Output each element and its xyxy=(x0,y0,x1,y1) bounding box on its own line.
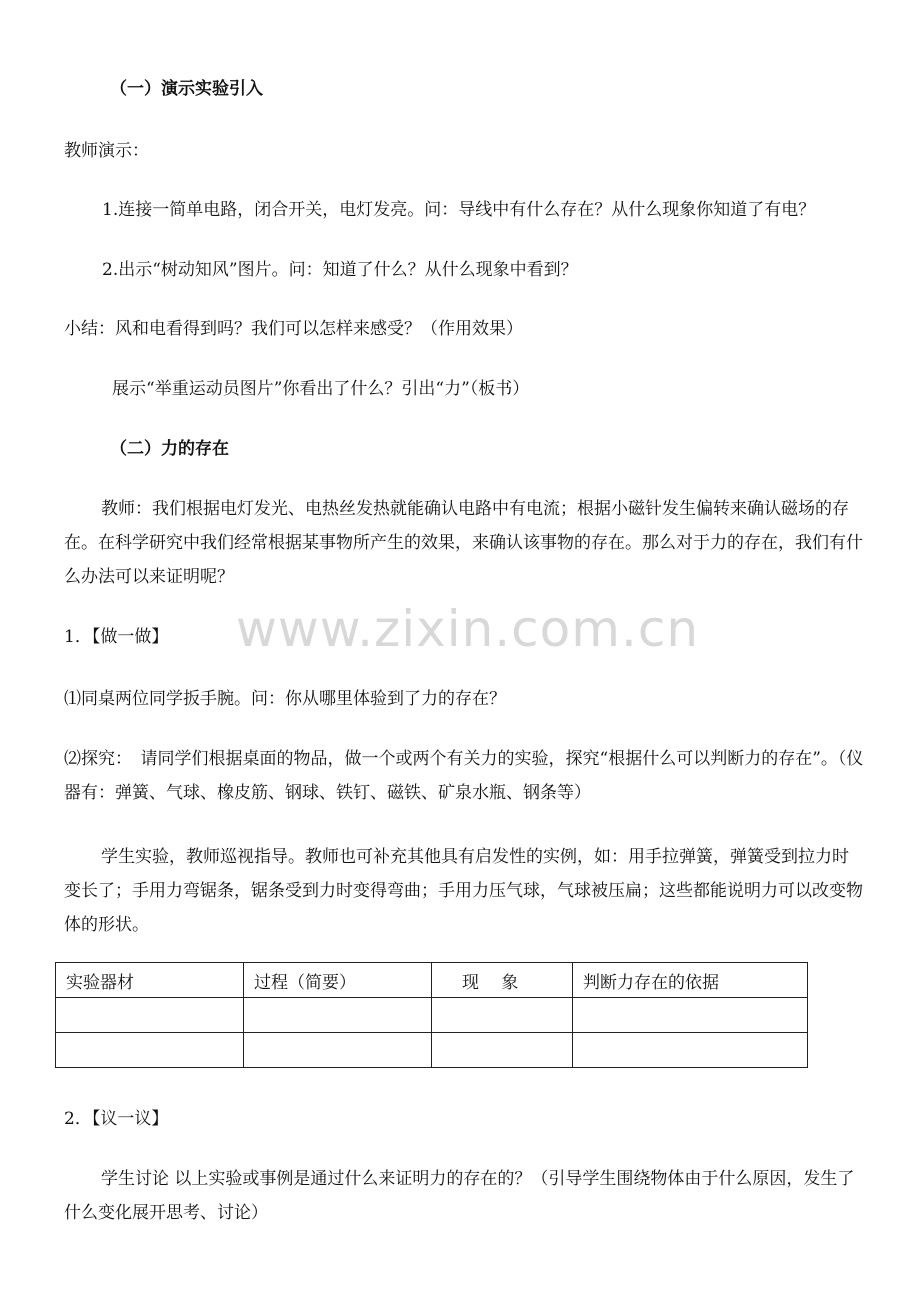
table-cell xyxy=(432,1033,573,1068)
demo-item-1: 1.连接一简单电路，闭合开关，电灯发亮。问：导线中有什么存在？从什么现象你知道了有电？ xyxy=(102,200,816,220)
table-header-cell: 过程（简要） xyxy=(244,963,432,998)
do-heading: 1．【做一做】 xyxy=(64,627,169,647)
discuss-heading: 2．【议一议】 xyxy=(64,1109,169,1129)
table-row xyxy=(56,1033,808,1068)
table-cell xyxy=(573,1033,808,1068)
show-text: 展示“举重运动员图片”你看出了什么？引出“力”（板书） xyxy=(112,379,530,399)
do-item-2: ⑵探究： 请同学们根据桌面的物品，做一个或两个有关力的实验，探究“根据什么可以判断力的存在”。（仪器有：弹簧、气球、橡皮筋、钢球、铁钉、磁铁、矿泉水瓶、钢条等） xyxy=(64,749,864,803)
table-cell xyxy=(56,1033,244,1068)
table-header-cell: 判断力存在的依据 xyxy=(573,963,808,998)
table-header-row xyxy=(56,963,808,998)
summary-text: 小结：风和电看得到吗？我们可以怎样来感受？（作用效果） xyxy=(64,319,523,339)
demo-item-2: 2.出示“树动知风”图片。问：知道了什么？从什么现象中看到？ xyxy=(102,260,578,280)
table-cell xyxy=(244,1033,432,1068)
do-item-1: ⑴同桌两位同学扳手腕。问：你从哪里体验到了力的存在？ xyxy=(64,689,506,709)
discuss-paragraph: 学生讨论 以上实验或事例是通过什么来证明力的存在的？（引导学生围绕物体由于什么原因，发生了什么变化展开思考、讨论） xyxy=(64,1169,855,1223)
table-cell xyxy=(244,998,432,1033)
table-header-cell: 现 象 xyxy=(432,963,573,998)
section-heading-2: （二）力的存在 xyxy=(110,439,229,459)
watermark: www.zixin.com.cn xyxy=(236,600,700,658)
section-heading-1: （一）演示实验引入 xyxy=(110,79,263,99)
table-cell xyxy=(56,998,244,1033)
table-cell xyxy=(573,998,808,1033)
table-cell xyxy=(432,998,573,1033)
table-row xyxy=(56,998,808,1033)
teacher-demo-label: 教师演示： xyxy=(64,141,149,161)
teacher-paragraph: 教师：我们根据电灯发光、电热丝发热就能确认电路中有电流；根据小磁针发生偏转来确认磁场的存在。在科学研究中我们经常根据某事物所产生的效果，来确认该事物的存在。那么对于力的存在，我们有什么办法可以来证明呢？ xyxy=(64,499,863,587)
experiment-table xyxy=(55,962,808,1068)
table-header-cell: 实验器材 xyxy=(56,963,244,998)
student-paragraph: 学生实验，教师巡视指导。教师也可补充其他具有启发性的实例，如：用手拉弹簧，弹簧受到拉力时变长了；手用力弯锯条，锯条受到力时变得弯曲；手用力压气球，气球被压扁；这些都能说明力可以改变物体的形状。 xyxy=(64,847,863,935)
